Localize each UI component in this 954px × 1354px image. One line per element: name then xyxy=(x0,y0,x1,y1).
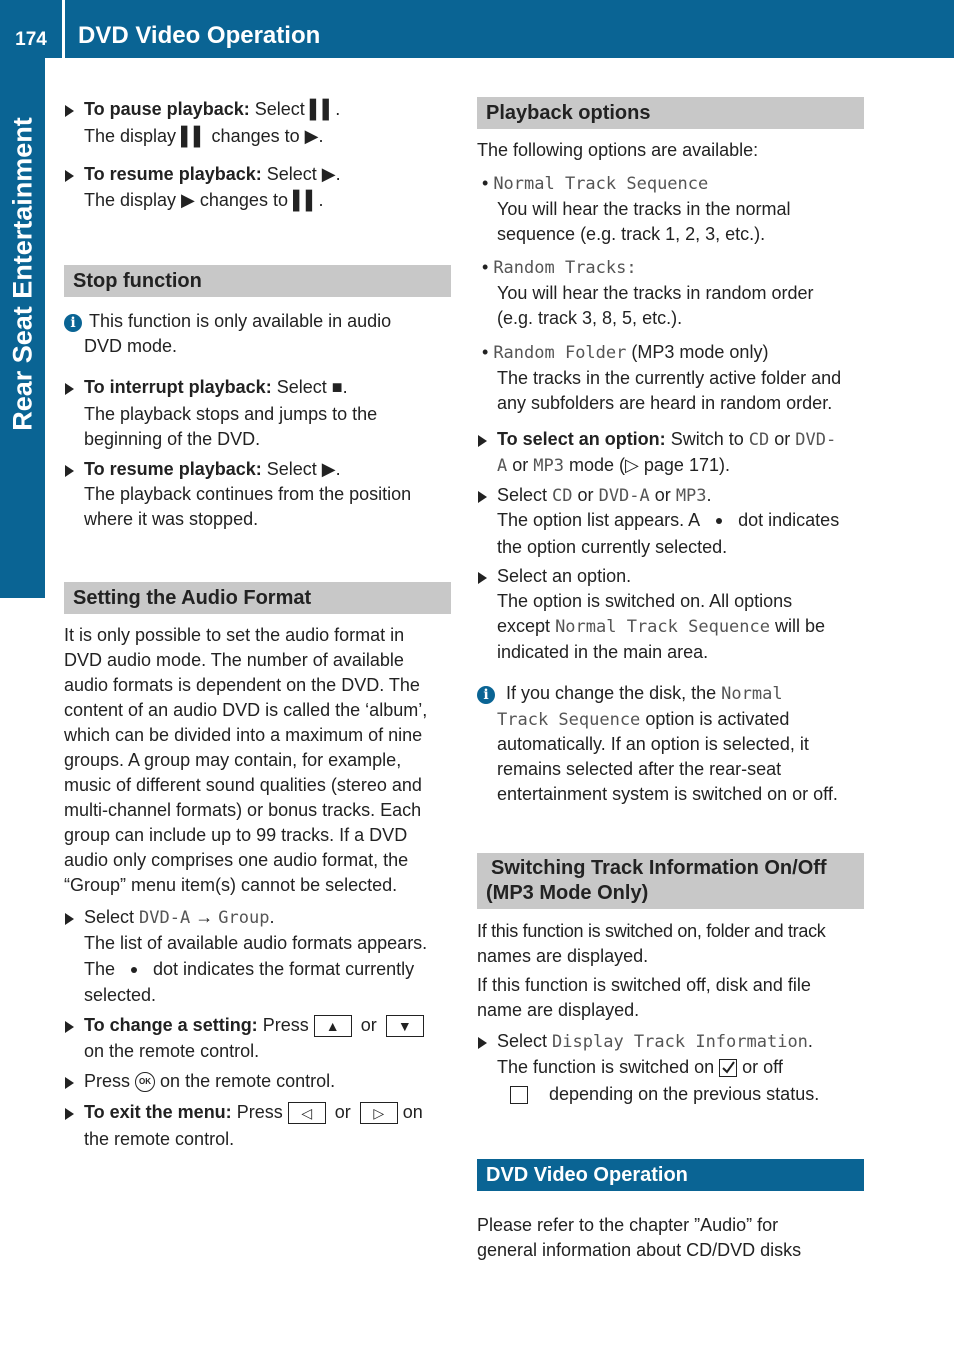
interrupt-line1: The playback stops and jumps to the xyxy=(84,404,378,424)
step-resume-2: To resume playback: Select ▶. xyxy=(84,457,341,482)
step-arrow-icon xyxy=(65,1021,74,1033)
switched-line2: except Normal Track Sequence will be xyxy=(497,616,826,637)
audio-para-line: content of an audio DVD is called the ‘album’, xyxy=(64,700,428,720)
switched-on-line1: If this function is switched on, folder and track xyxy=(477,921,826,941)
pause-result: The display ▌▌ changes to ▶. xyxy=(84,126,324,146)
section-heading-audio: Setting the Audio Format xyxy=(64,582,451,614)
step-arrow-icon xyxy=(478,572,487,584)
section-heading-stop: Stop function xyxy=(64,265,451,297)
step-arrow-icon xyxy=(65,1077,74,1089)
option-random-line1: You will hear the tracks in random order xyxy=(497,283,814,303)
step-interrupt: To interrupt playback: Select ■. xyxy=(84,375,348,400)
select-option-line2: A or MP3 mode (▷ page 171). xyxy=(497,455,730,476)
resume-result: The display ▶ changes to ▌▌. xyxy=(84,190,324,210)
option-random-folder: • Random Folder (MP3 mode only) xyxy=(482,342,769,363)
side-tab-label: Rear Seat Entertainment xyxy=(7,117,37,431)
interrupt-line2: beginning of the DVD. xyxy=(84,429,261,449)
select-line2: The dot indicates the format currently xyxy=(84,959,415,979)
change-line2: on the remote control. xyxy=(84,1041,260,1061)
step-arrow-icon xyxy=(478,491,487,503)
switched-line1: The option is switched on. All options xyxy=(497,591,793,611)
section-heading-dvd-video: DVD Video Operation xyxy=(477,1159,864,1191)
disk-info-line5: entertainment system is switched on or off. xyxy=(497,784,838,804)
refer-line2: general information about CD/DVD disks xyxy=(477,1240,802,1260)
disk-info-line3: automatically. If an option is selected, it xyxy=(497,734,809,754)
step-arrow-icon xyxy=(65,105,74,117)
header-title: DVD Video Operation xyxy=(78,22,321,49)
section-heading-playback: Playback options xyxy=(477,97,864,129)
resume2-line1: The playback continues from the position xyxy=(84,484,412,504)
audio-para-line: group can include up to 99 tracks. If a DVD xyxy=(64,825,408,845)
checkbox-checked-icon xyxy=(719,1059,737,1077)
audio-para-line: multi-channel formats) or bonus tracks. Each xyxy=(64,800,422,820)
function-switched-line1: The function is switched on or off xyxy=(497,1057,783,1077)
disk-info-line2: Track Sequence option is activated xyxy=(497,709,790,730)
page-number: 174 xyxy=(15,29,47,50)
step-select-dvda: Select DVD-A → Group. xyxy=(84,905,274,931)
option-random-line2: (e.g. track 3, 8, 5, etc.). xyxy=(497,308,683,328)
step-select-an-option: Select an option. xyxy=(497,564,631,589)
step-change-setting: To change a setting: Press ▲ or ▼ xyxy=(84,1013,424,1038)
disk-info-line4: remains selected after the rear-seat xyxy=(497,759,782,779)
disk-info: i If you change the disk, the Normal xyxy=(477,681,783,707)
step-press-ok: Press OK on the remote control. xyxy=(84,1069,335,1094)
step-display-track-info: Select Display Track Information. xyxy=(497,1029,813,1055)
option-normal: • Normal Track Sequence xyxy=(482,173,709,194)
side-tab-label-wrap xyxy=(0,58,45,598)
option-folder-line2: any subfolders are heard in random order. xyxy=(497,393,833,413)
section-heading-track-info: Switching Track Information On/Off (MP3 Mode Only) xyxy=(477,853,864,909)
option-normal-line1: You will hear the tracks in the normal xyxy=(497,199,791,219)
left-key-icon: ◁ xyxy=(288,1102,326,1124)
stop-info: i This function is only available in audio xyxy=(64,309,391,334)
stop-info-line2: DVD mode. xyxy=(84,336,178,356)
refer-line1: Please refer to the chapter ”Audio” for xyxy=(477,1215,779,1235)
header-divider xyxy=(62,0,65,58)
audio-para-line: which can be divided into a maximum of nine xyxy=(64,725,423,745)
step-arrow-icon xyxy=(65,383,74,395)
playback-intro: The following options are available: xyxy=(477,140,759,160)
step-select-cd: Select CD or DVD-A or MP3. xyxy=(497,483,712,509)
step-resume: To resume playback: Select ▶. xyxy=(84,162,341,187)
bullet-dot-icon xyxy=(131,967,137,973)
switched-on-line2: names are displayed. xyxy=(477,946,649,966)
option-list-line2: the option currently selected. xyxy=(497,537,728,557)
info-icon: i xyxy=(64,314,82,332)
down-key-icon: ▼ xyxy=(386,1015,424,1037)
bullet-dot-icon xyxy=(716,518,722,524)
step-pause: To pause playback: Select ▌▌. xyxy=(84,97,340,122)
audio-para-line: audio formats is dependent on the DVD. The xyxy=(64,675,420,695)
checkbox-unchecked-icon xyxy=(510,1086,528,1104)
step-select-option: To select an option: Switch to CD or DVD- xyxy=(497,427,836,453)
audio-para-line: “Group” menu item(s) cannot be selected. xyxy=(64,875,398,895)
switched-off-line2: name are displayed. xyxy=(477,1000,640,1020)
step-arrow-icon xyxy=(478,1037,487,1049)
exit-line2: the remote control. xyxy=(84,1129,235,1149)
step-arrow-icon xyxy=(65,170,74,182)
step-arrow-icon xyxy=(65,465,74,477)
step-arrow-icon xyxy=(65,913,74,925)
option-list-line1: The option list appears. A dot indicates xyxy=(497,510,840,530)
audio-para-line: DVD audio mode. The number of available xyxy=(64,650,404,670)
switched-line3: indicated in the main area. xyxy=(497,642,709,662)
function-switched-line2: depending on the previous status. xyxy=(510,1082,819,1107)
select-line1: The list of available audio formats appears. xyxy=(84,933,428,953)
select-line3: selected. xyxy=(84,985,157,1005)
up-key-icon: ▲ xyxy=(314,1015,352,1037)
ok-button-icon: OK xyxy=(135,1072,155,1092)
audio-para-line: It is only possible to set the audio format in xyxy=(64,625,405,645)
step-arrow-icon xyxy=(478,435,487,447)
option-random-tracks: • Random Tracks: xyxy=(482,257,637,278)
step-arrow-icon xyxy=(65,1108,74,1120)
info-icon: i xyxy=(477,686,495,704)
resume2-line2: where it was stopped. xyxy=(84,509,259,529)
option-normal-line2: sequence (e.g. track 1, 2, 3, etc.). xyxy=(497,224,766,244)
audio-para-line: groups. A group may contain, for example, xyxy=(64,750,402,770)
audio-para-line: audio only comprises one audio format, the xyxy=(64,850,409,870)
audio-para-line: music of different sound qualities (stereo and xyxy=(64,775,422,795)
option-folder-line1: The tracks in the currently active folder and xyxy=(497,368,842,388)
right-key-icon: ▷ xyxy=(360,1102,398,1124)
switched-off-line1: If this function is switched off, disk and file xyxy=(477,975,811,995)
step-exit-menu: To exit the menu: Press ◁ or ▷ on xyxy=(84,1100,423,1125)
